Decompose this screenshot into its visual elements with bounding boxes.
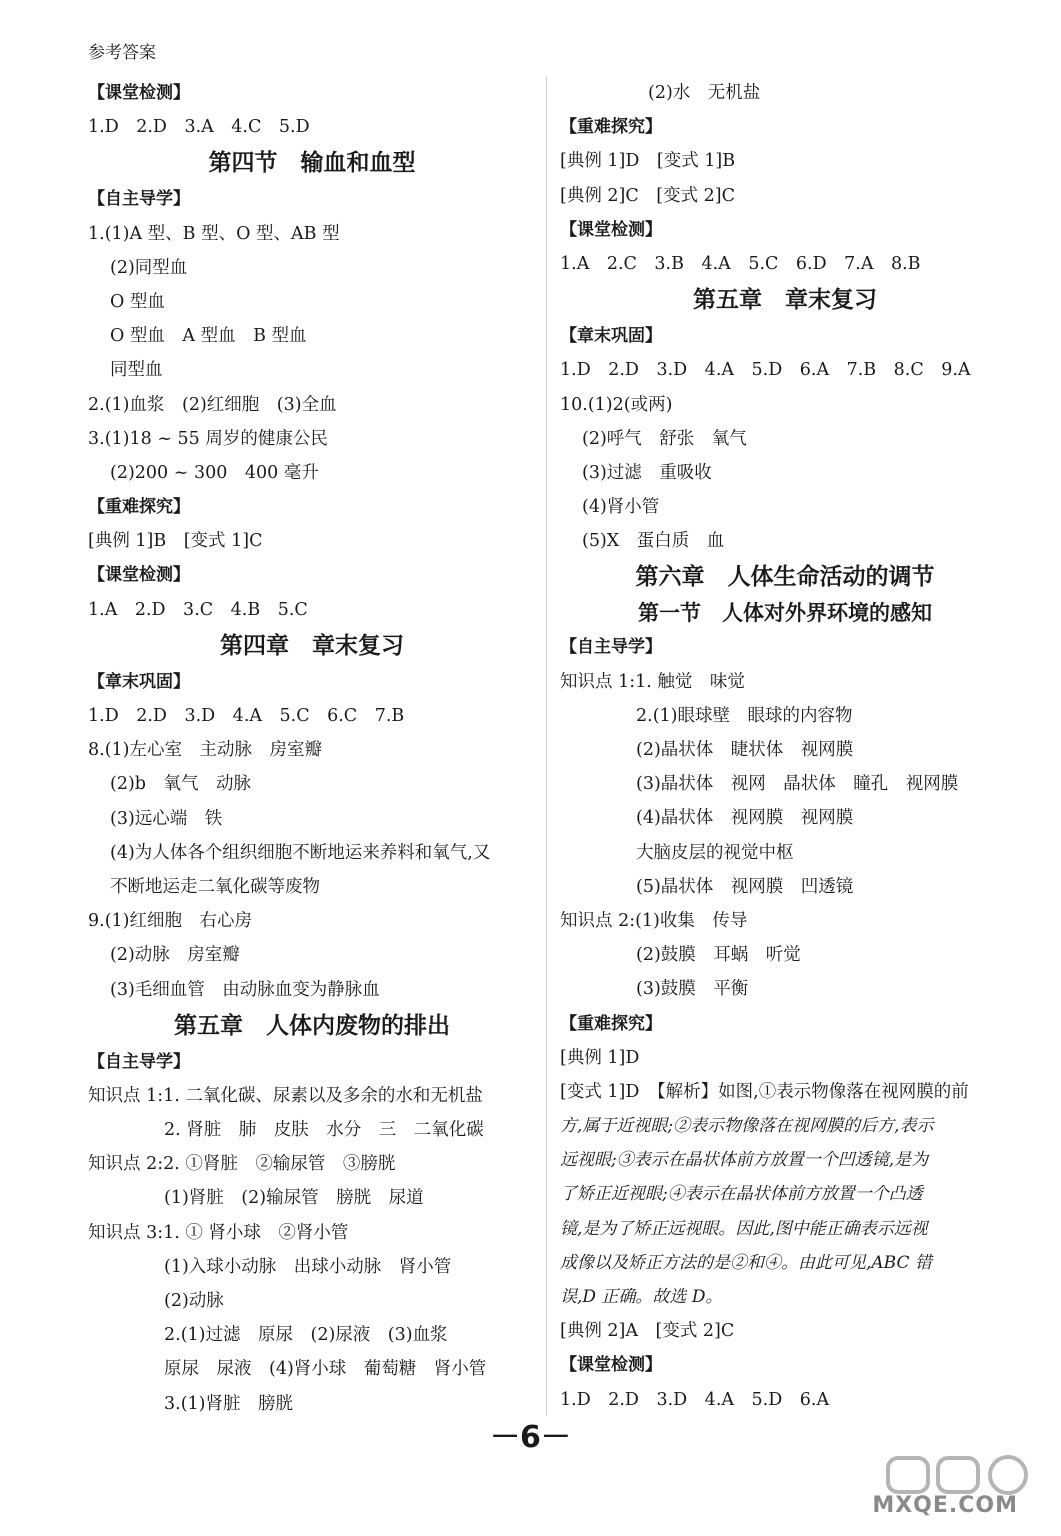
answer-subline: 2. 肾脏 肺 皮肤 水分 三 二氧化碳 — [164, 1120, 484, 1141]
answer-subline: (3)远心端 铁 — [110, 808, 223, 829]
answer-subline: 2.(1)眼球壁 眼球的内容物 — [636, 705, 853, 726]
answer-subline: O 型血 — [110, 291, 165, 312]
answer-subline: 不断地运走二氧化碳等废物 — [110, 876, 320, 897]
answer-subline: O 型血 A 型血 B 型血 — [110, 326, 307, 347]
answer-line: 知识点 2:2. ①肾脏 ②输尿管 ③膀胱 — [88, 1154, 396, 1175]
answer-subline: (4)肾小管 — [582, 497, 660, 518]
explanation-line: 了矫正近视眼;④表示在晶状体前方放置一个凸透 — [560, 1184, 923, 1205]
right-column — [560, 76, 1010, 1417]
chapter-heading: 第四节 输血和血型 — [208, 150, 416, 177]
watermark — [872, 1452, 1040, 1526]
answer-subline: (4)为人体各个组织细胞不断地运来养料和氧气,又 — [110, 842, 491, 863]
answer-line: 1.D 2.D 3.D 4.A 5.D 6.A — [560, 1389, 830, 1410]
section-label: 【自主导学】 — [88, 1051, 190, 1072]
answer-line: [典例 1]D [变式 1]B — [560, 151, 736, 172]
answer-subline: (1)入球小动脉 出球小动脉 肾小管 — [164, 1256, 452, 1277]
answer-subline: (3)过滤 重吸收 — [582, 462, 712, 483]
section-label: 【课堂检测】 — [88, 83, 190, 103]
answer-subline: (4)晶状体 视网膜 视网膜 — [636, 808, 854, 829]
explanation-line: 误,D 正确。故选 D。 — [560, 1287, 723, 1307]
answer-subline: (5)晶状体 视网膜 凹透镜 — [636, 876, 854, 897]
section-label: 【自主导学】 — [88, 189, 190, 210]
answer-line: 10.(1)2(或两) — [560, 394, 673, 415]
section-heading: 第一节 人体对外界环境的感知 — [638, 601, 932, 626]
answer-line: 1.(1)A 型、B 型、O 型、AB 型 — [88, 223, 340, 244]
answer-subline: (2)鼓膜 耳蜗 听觉 — [636, 945, 801, 966]
answer-line: 2.(1)血浆 (2)红细胞 (3)全血 — [88, 394, 337, 415]
answer-line: 知识点 3:1. ① 肾小球 ②肾小管 — [88, 1222, 349, 1243]
answer-subline: (2)同型血 — [110, 257, 188, 278]
chapter-heading: 第四章 章末复习 — [220, 632, 404, 659]
watermark-logo-icon — [884, 1452, 1034, 1496]
answer-subline: (2)200 ~ 300 400 毫升 — [110, 462, 319, 483]
answer-line: [变式 1]D 【解析】如图,①表示物像落在视网膜的前 — [560, 1081, 969, 1102]
answer-line: 1.D 2.D 3.D 4.A 5.C 6.C 7.B — [88, 706, 405, 726]
answer-subline: 3.(1)肾脏 膀胱 — [164, 1393, 293, 1414]
section-label: 【课堂检测】 — [88, 565, 190, 586]
answer-subline: 2.(1)过滤 原尿 (2)尿液 (3)血浆 — [164, 1325, 448, 1346]
section-label: 【章末巩固】 — [88, 671, 190, 692]
answer-line: 知识点 1:1. 触觉 味觉 — [560, 671, 745, 692]
answer-subline: 大脑皮层的视觉中枢 — [636, 842, 794, 863]
answer-line: 9.(1)红细胞 右心房 — [88, 911, 252, 932]
section-label: 【重难探究】 — [560, 117, 662, 138]
explanation-line: 远视眼;③表示在晶状体前方放置一个凹透镜,是为 — [560, 1150, 929, 1171]
answer-line: 1.D 2.D 3.A 4.C 5.D — [88, 117, 310, 138]
answer-line: [典例 1]D — [560, 1047, 640, 1068]
left-column — [88, 76, 536, 1421]
answer-line: 8.(1)左心室 主动脉 房室瓣 — [88, 740, 322, 761]
explanation-line: 镜,是为了矫正远视眼。因此,图中能正确表示远视 — [560, 1218, 928, 1239]
answer-subline: (2)呼气 舒张 氧气 — [582, 428, 747, 449]
answer-subline: (2)动脉 房室瓣 — [110, 945, 240, 966]
answer-subline: (3)毛细血管 由动脉血变为静脉血 — [110, 979, 380, 1000]
section-label: 【章末巩固】 — [560, 326, 662, 347]
page-number: －6－ — [490, 1420, 571, 1455]
answer-line: 1.A 2.D 3.C 4.B 5.C — [88, 599, 308, 620]
answer-line: 1.D 2.D 3.D 4.A 5.D 6.A 7.B 8.C 9.A — [560, 360, 971, 381]
answer-subline: (2)动脉 — [164, 1291, 224, 1311]
answer-line: [典例 2]A [变式 2]C — [560, 1321, 735, 1342]
answer-subline: 同型血 — [110, 360, 163, 381]
answer-subline: 原尿 尿液 (4)肾小球 葡萄糖 肾小管 — [164, 1359, 487, 1380]
answer-line: [典例 1]B [变式 1]C — [88, 531, 263, 552]
column-divider — [546, 76, 547, 1416]
answer-line: 1.A 2.C 3.B 4.A 5.C 6.D 7.A 8.B — [560, 253, 921, 274]
answer-line: 3.(1)18 ~ 55 周岁的健康公民 — [88, 428, 328, 449]
answer-subline: (2)水 无机盐 — [648, 83, 761, 103]
section-label: 【课堂检测】 — [560, 1355, 662, 1376]
answer-line: 知识点 1:1. 二氧化碳、尿素以及多余的水和无机盐 — [88, 1085, 483, 1106]
page-header: 参考答案 — [88, 43, 156, 63]
answer-subline: (3)鼓膜 平衡 — [636, 979, 749, 1000]
section-label: 【重难探究】 — [88, 497, 190, 518]
answer-subline: (5)X 蛋白质 血 — [582, 531, 725, 552]
answer-subline: (2)晶状体 睫状体 视网膜 — [636, 740, 854, 760]
answer-line: [典例 2]C [变式 2]C — [560, 185, 735, 206]
explanation-line: 方,属于近视眼;②表示物像落在视网膜的后方,表示 — [560, 1116, 934, 1137]
chapter-heading: 第六章 人体生命活动的调节 — [635, 564, 935, 591]
chapter-heading: 第五章 人体内废物的排出 — [174, 1012, 450, 1039]
answer-subline: (3)晶状体 视网 晶状体 瞳孔 视网膜 — [636, 774, 959, 795]
explanation-line: 成像以及矫正方法的是②和④。由此可见,ABC 错 — [560, 1252, 932, 1273]
answer-subline: (2)b 氧气 动脉 — [110, 774, 251, 795]
section-label: 【重难探究】 — [560, 1013, 662, 1034]
answer-subline: (1)肾脏 (2)输尿管 膀胱 尿道 — [164, 1188, 424, 1209]
section-label: 【自主导学】 — [560, 637, 662, 658]
chapter-heading: 第五章 章末复习 — [693, 287, 877, 314]
section-label: 【课堂检测】 — [560, 219, 662, 240]
answer-line: 知识点 2:(1)收集 传导 — [560, 910, 748, 931]
watermark-text: MXQE.COM — [872, 1493, 1018, 1518]
